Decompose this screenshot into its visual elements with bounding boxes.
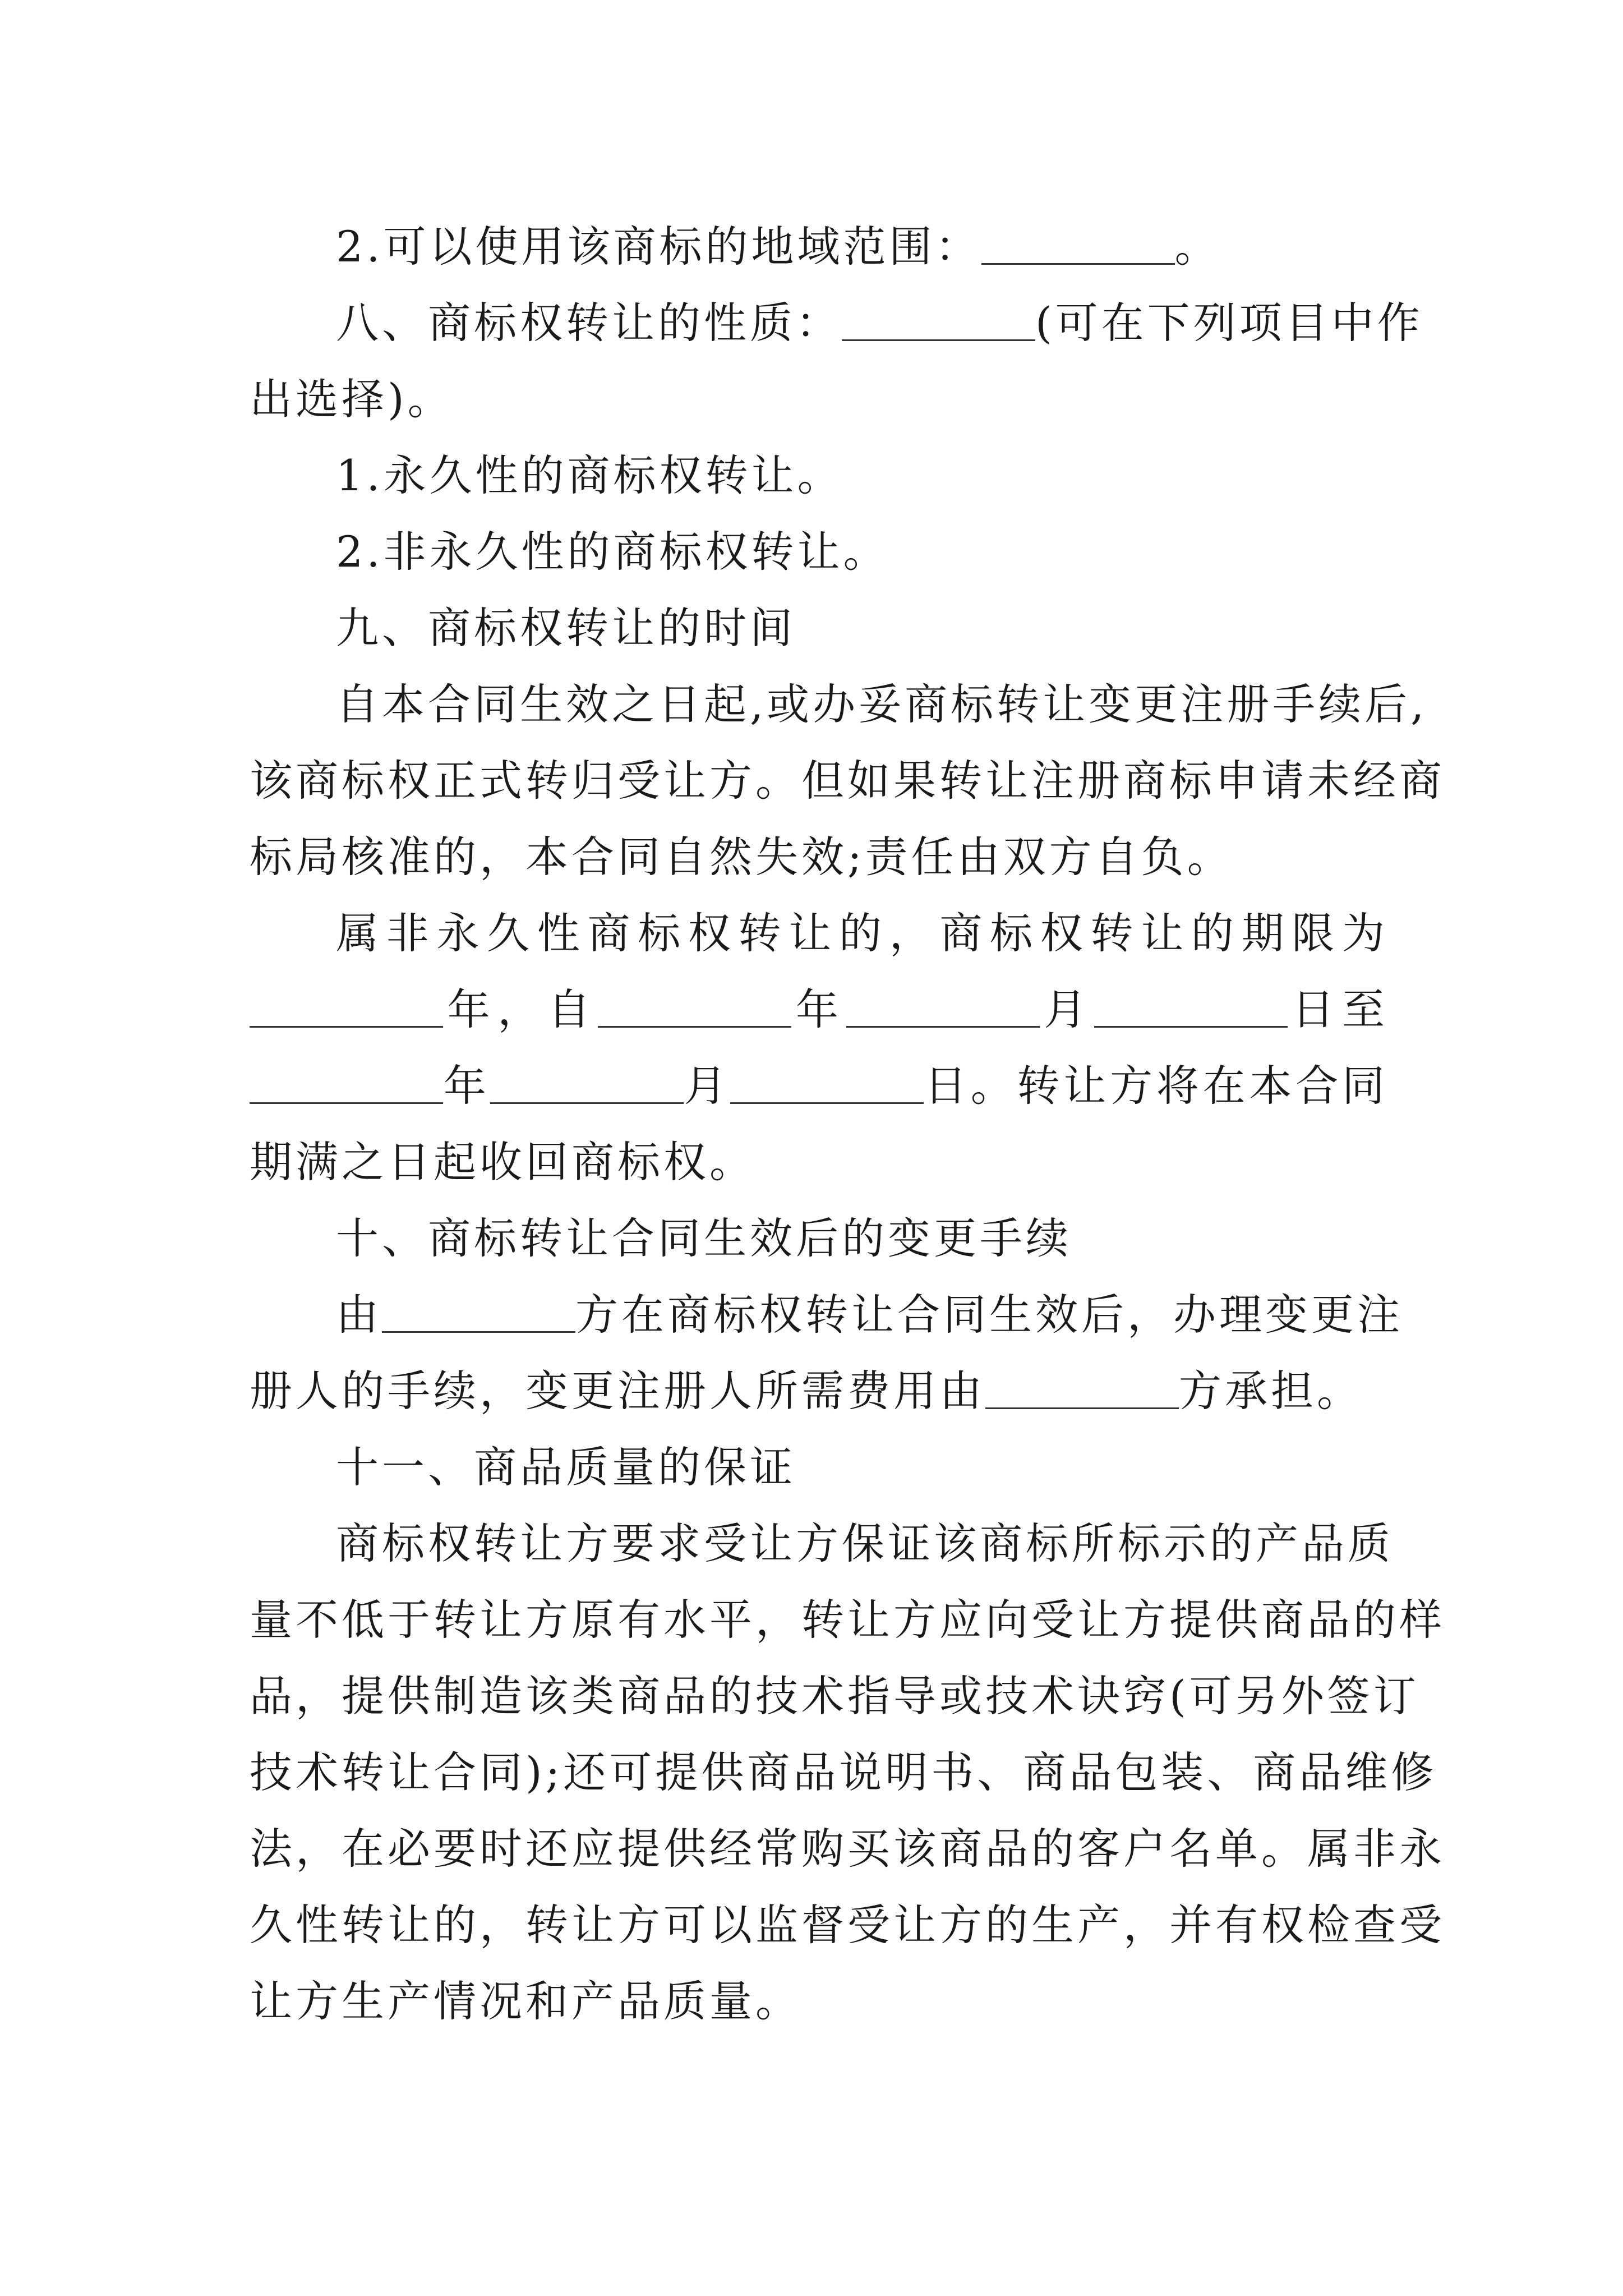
clause-8-heading-cont: 出选择)。 (250, 374, 454, 424)
text: 月 (683, 1061, 731, 1111)
text: 日。转让方将在本合同 (924, 1061, 1389, 1111)
text: (可在下列项目中作 (1035, 298, 1423, 348)
clause-9-heading: 九、商标权转让的时间 (336, 603, 796, 653)
term-para-line: 期满之日起收回商标权。 (250, 1137, 755, 1187)
blank-line (490, 1069, 684, 1104)
clause-11-para-line: 法，在必要时还应提供经常购买该商品的客户名单。属非永 (250, 1824, 1445, 1874)
blank-line (981, 229, 1175, 265)
blank-line (846, 992, 1040, 1028)
text: 日至 (1287, 984, 1389, 1034)
text: 方承担。 (1179, 1366, 1363, 1416)
blank-line (250, 992, 443, 1028)
clause-11-para-line: 久性转让的，转让方可以监督受让方的生产，并有权检查受 (250, 1900, 1445, 1950)
clause-9-para-line: 标局核准的，本合同自然失效;责任由双方自负。 (250, 832, 1233, 882)
text: 八、商标权转让的性质： (336, 298, 842, 348)
blank-line (250, 1069, 443, 1104)
text: 年 (791, 984, 846, 1034)
term-para-line: 属非永久性商标权转让的，商标权转让的期限为 (336, 908, 1388, 958)
term-para-line (250, 1058, 1388, 1114)
clause-11-para-line: 品，提供制造该类商品的技术指导或技术诀窍(可另外签订 (250, 1671, 1419, 1721)
text: 2.可以使用该商标的地域范围： (336, 222, 981, 272)
text: 年，自 (443, 984, 598, 1034)
text: 由 (336, 1290, 382, 1340)
text: 册人的手续，变更注册人所需费用由 (250, 1366, 985, 1416)
clause-7-item-2 (250, 219, 1388, 275)
text: 年 (443, 1061, 490, 1111)
clause-10-heading: 十、商标转让合同生效后的变更手续 (336, 1213, 1072, 1263)
text: 方在商标权转让合同生效后，办理变更注 (575, 1290, 1403, 1340)
clause-11-para-line: 让方生产情况和产品质量。 (250, 1976, 801, 2026)
clause-11-para-line: 商标权转让方要求受让方保证该商标所标示的产品质 (336, 1519, 1394, 1568)
text: 月 (1039, 984, 1094, 1034)
clause-9-para-line: 该商标权正式转归受让方。但如果转让注册商标申请未经商 (250, 756, 1445, 806)
blank-line (382, 1297, 575, 1333)
blank-line (985, 1374, 1179, 1409)
blank-line (842, 306, 1035, 341)
clause-9-para-line: 自本合同生效之日起,或办妥商标转让变更注册手续后, (336, 679, 1428, 729)
clause-8-heading (250, 295, 1423, 351)
clause-11-para-line: 量不低于转让方原有水平，转让方应向受让方提供商品的样 (250, 1595, 1445, 1645)
blank-line (598, 992, 791, 1028)
clause-10-para-line (250, 1363, 1388, 1419)
clause-10-para-line (250, 1287, 1403, 1343)
term-para-line (250, 982, 1388, 1038)
clause-8-item-2: 2.非永久性的商标权转让。 (336, 527, 889, 577)
clause-11-para-line: 技术转让合同);还可提供商品说明书、商品包装、商品维修 (250, 1747, 1437, 1797)
clause-8-item-1: 1.永久性的商标权转让。 (336, 450, 843, 500)
blank-line (1094, 992, 1288, 1028)
clause-11-heading: 十一、商品质量的保证 (336, 1442, 796, 1492)
text: 。 (1174, 222, 1221, 272)
blank-line (730, 1069, 924, 1104)
